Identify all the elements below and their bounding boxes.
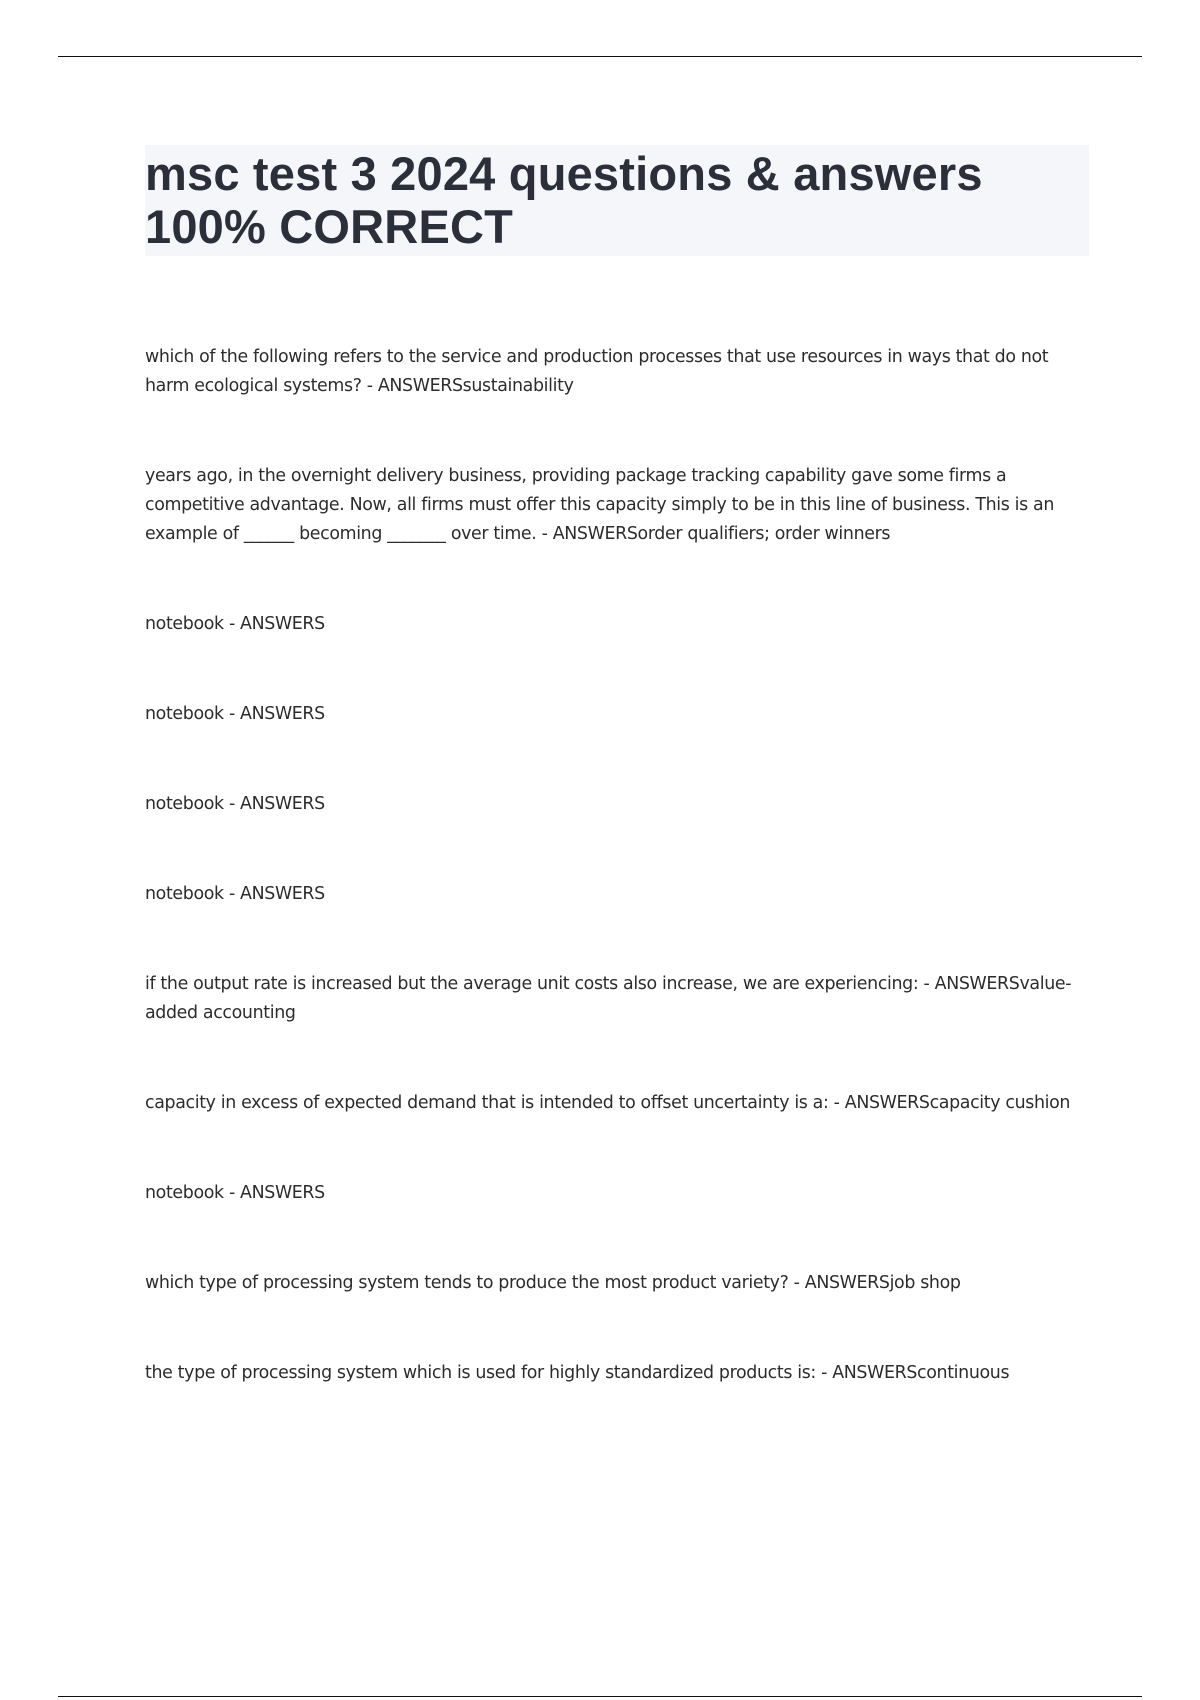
- qa-item: which type of processing system tends to produce the most product variety? - ANSWERSjob shop: [145, 1273, 961, 1293]
- qa-item: notebook - ANSWERS: [145, 614, 325, 634]
- qa-item: if the output rate is increased but the average unit costs also increase, we are experiencing: - ANSWERSvalue-added accounting: [145, 974, 1072, 1023]
- qa-item: which of the following refers to the service and production processes that use resources in ways that do not harm ecological systems? - ANSWERSsustainability: [145, 347, 1049, 396]
- question-answer-list: [145, 343, 1089, 1449]
- header-divider: [58, 56, 1142, 57]
- footer-divider: [58, 1696, 1142, 1697]
- qa-item: capacity in excess of expected demand that is intended to offset uncertainty is a: - ANSWERScapacity cushion: [145, 1093, 1071, 1113]
- qa-item: notebook - ANSWERS: [145, 704, 325, 724]
- qa-item: years ago, in the overnight delivery business, providing package tracking capability gave some firms a competitive advantage. Now, all firms must offer this capacity simply to be in this line of business. This is an example of ______ becoming _______ over time. - ANSWERSorder qualifiers; order winners: [145, 466, 1055, 544]
- qa-item: the type of processing system which is used for highly standardized products is: - ANSWERScontinuous: [145, 1363, 1010, 1383]
- qa-item: notebook - ANSWERS: [145, 1183, 325, 1203]
- title-banner: [145, 145, 1089, 256]
- document-title: msc test 3 2024 questions & answers 100% CORRECT: [145, 147, 983, 253]
- qa-item: notebook - ANSWERS: [145, 794, 325, 814]
- qa-item: notebook - ANSWERS: [145, 884, 325, 904]
